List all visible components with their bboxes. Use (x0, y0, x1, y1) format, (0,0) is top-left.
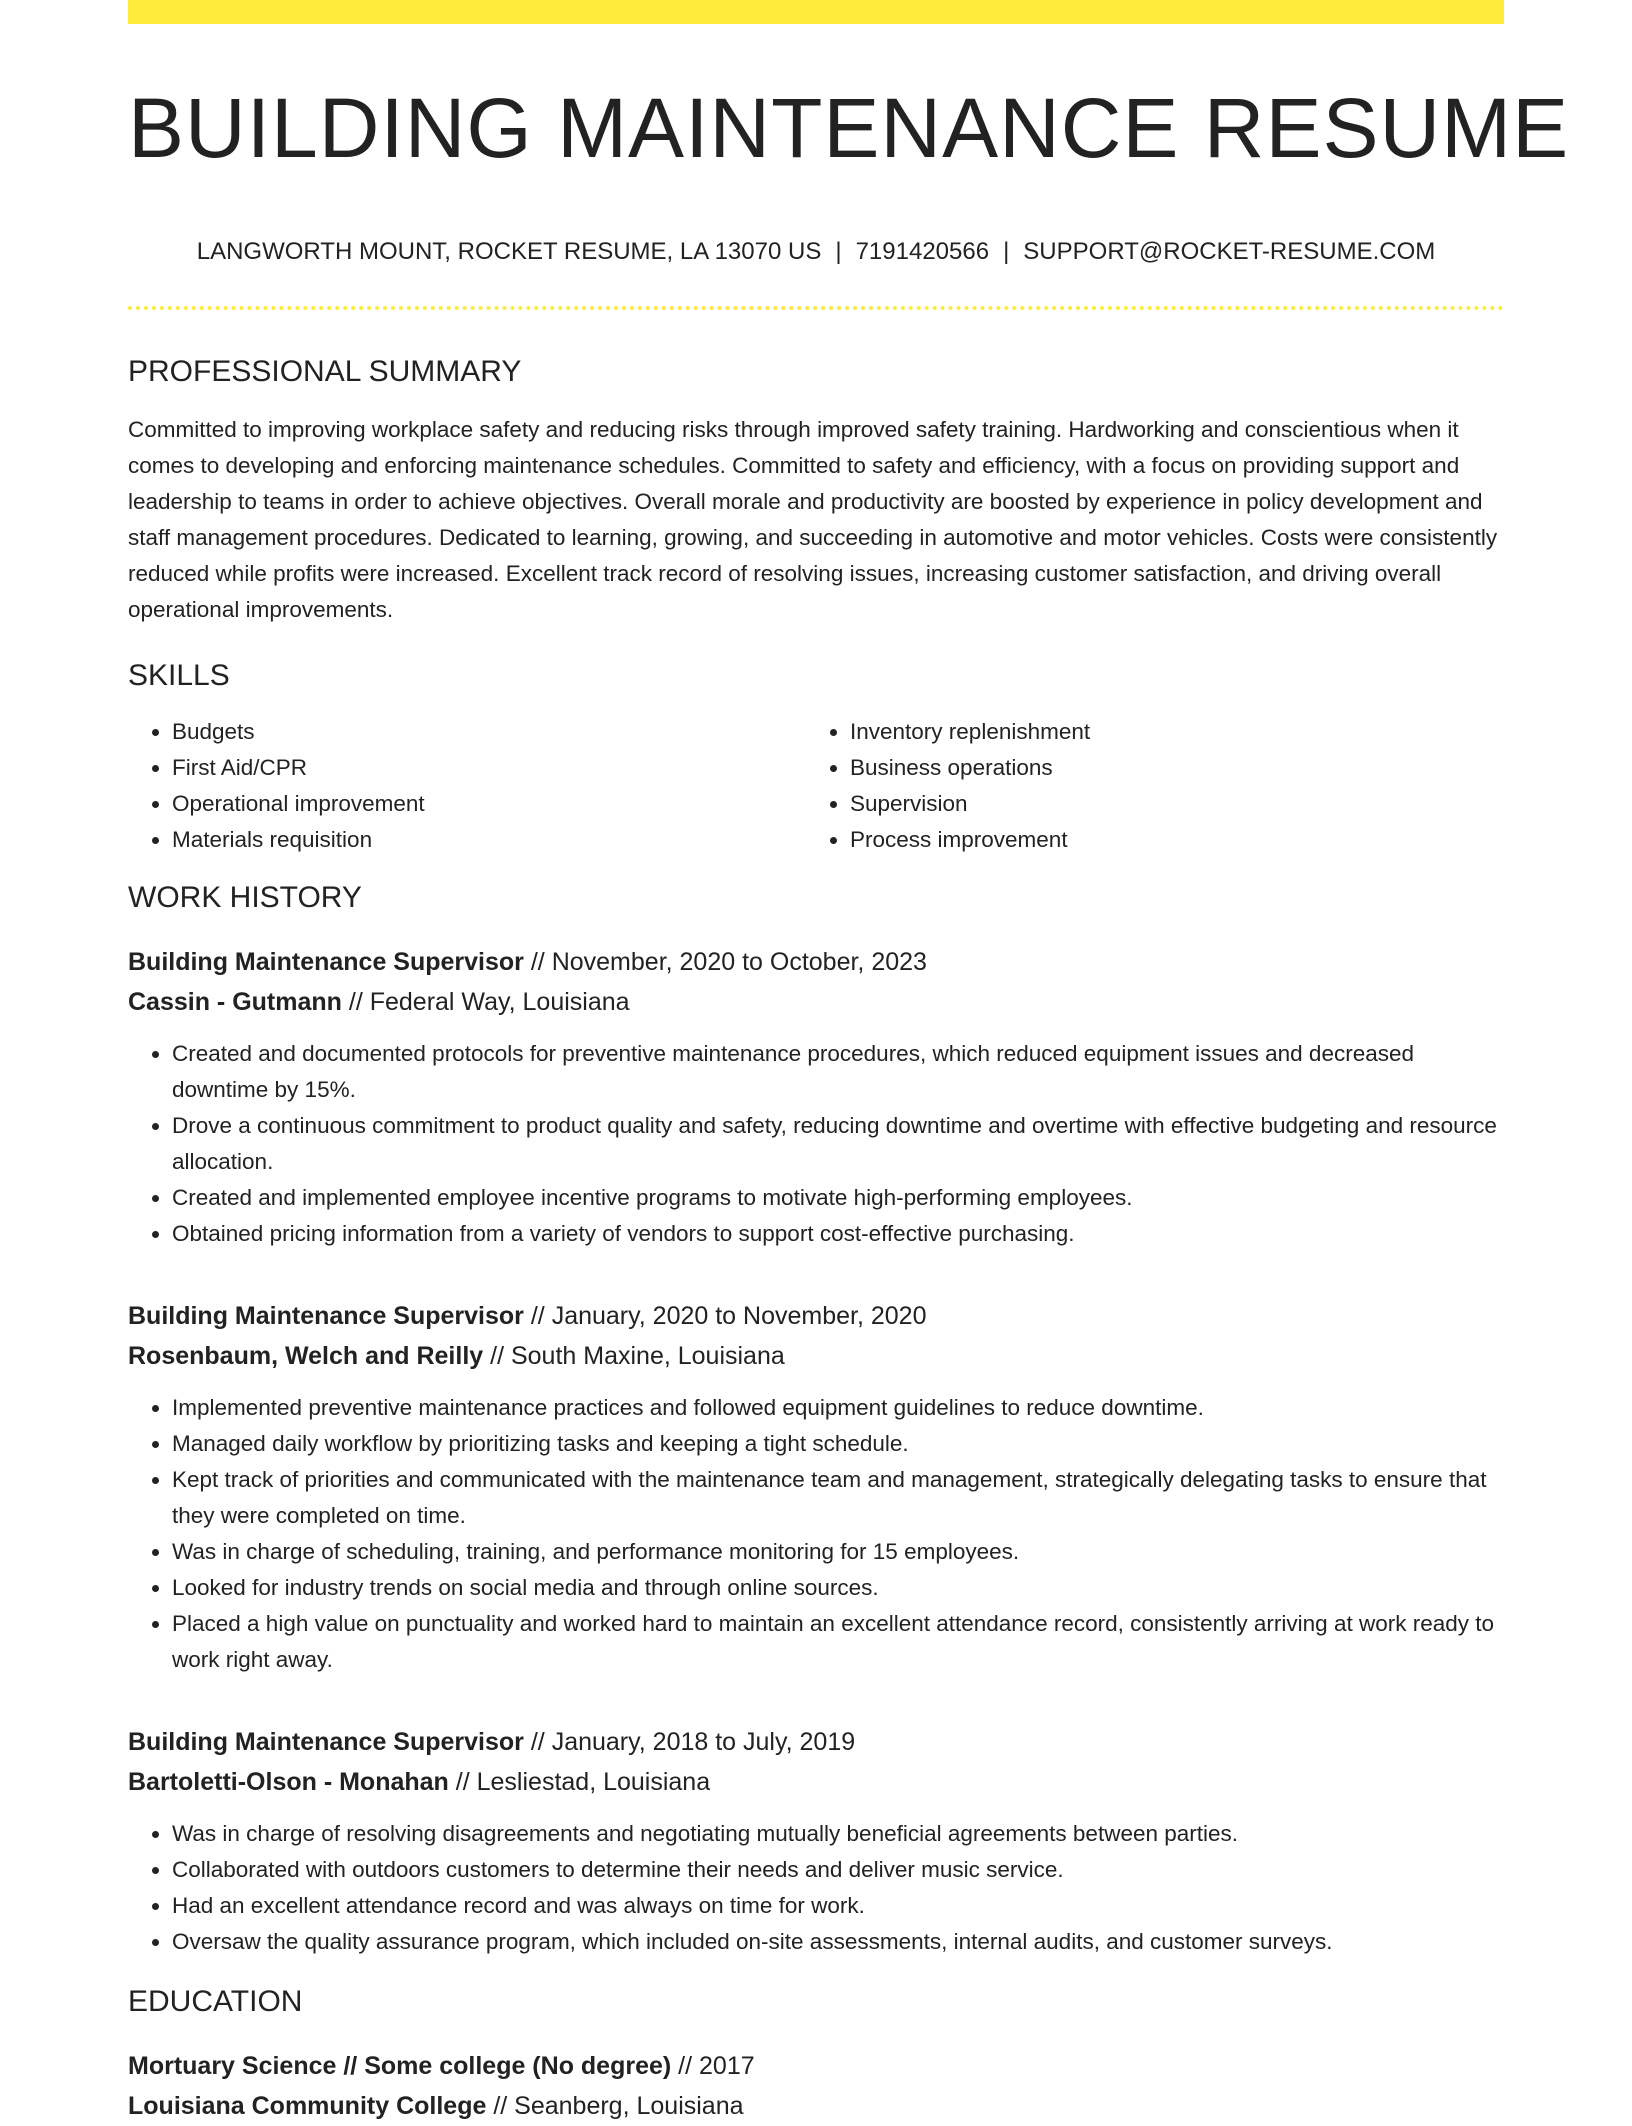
job-location: // South Maxine, Louisiana (490, 1342, 785, 1370)
job-bullets (128, 1390, 1504, 1678)
job-bullet: • Collaborated with outdoors customers to determine their needs and deliver music service. (172, 1852, 1504, 1888)
job-bullet: • Had an excellent attendance record and was always on time for work. (172, 1888, 1504, 1924)
job-title-line (128, 1722, 1504, 1762)
skills-grid (128, 714, 1504, 858)
job-company: Bartoletti-Olson - Monahan (128, 1768, 449, 1796)
job-location: // Federal Way, Louisiana (348, 988, 630, 1016)
accent-top-bar (128, 0, 1504, 24)
job-bullet: • Looked for industry trends on social media and through online sources. (172, 1570, 1504, 1606)
contact-phone: 7191420566 (855, 238, 990, 265)
skill-item: • Operational improvement (172, 786, 806, 822)
job-title: Building Maintenance Supervisor (128, 1728, 524, 1756)
job-company: Rosenbaum, Welch and Reilly (128, 1342, 484, 1370)
resume-title: BUILDING MAINTENANCE RESUME (128, 81, 1570, 175)
education-degree-line (128, 2046, 1504, 2086)
job-bullet: • Drove a continuous commitment to product quality and safety, reducing downtime and overtime with effective budgeting and resource allocation. (172, 1108, 1504, 1180)
job-dates: // January, 2018 to July, 2019 (530, 1728, 856, 1756)
summary-text: Committed to improving workplace safety and reducing risks through improved safety training. Hardworking and conscientious when it comes to developing and enforcing maintenance schedules. Committed to safety and efficiency, with a focus on providing support and leadership to teams in order to achieve objectives. Overall morale and productivity are boosted by experience in policy development and staff management procedures. Dedicated to learning, growing, and succeeding in automotive and motor vehicles. Costs were consistently reduced while profits were increased. Excellent track record of resolving issues, increasing customer satisfaction, and driving overall operational improvements. (128, 417, 1498, 622)
job-title-line (128, 942, 1504, 982)
job-bullet: • Managed daily workflow by prioritizing tasks and keeping a tight schedule. (172, 1426, 1504, 1462)
job-location: // Lesliestad, Louisiana (455, 1768, 711, 1796)
education-school-line (128, 2086, 1504, 2126)
job-bullets (128, 1036, 1504, 1252)
education-heading: EDUCATION (128, 1985, 303, 2018)
job-title-line (128, 1296, 1504, 1336)
dotted-divider (128, 306, 1504, 310)
job-entry (128, 1296, 1504, 1678)
education-entry (128, 2046, 1504, 2126)
contact-separator: | (835, 238, 842, 265)
skills-list-right (806, 714, 1484, 858)
job-dates: // January, 2020 to November, 2020 (530, 1302, 927, 1330)
job-company-line (128, 982, 1504, 1022)
skill-item: • Inventory replenishment (850, 714, 1484, 750)
skill-item: • Business operations (850, 750, 1484, 786)
job-bullet: • Was in charge of scheduling, training, and performance monitoring for 15 employees. (172, 1534, 1504, 1570)
work-history-heading: WORK HISTORY (128, 881, 362, 914)
contact-email: SUPPORT@ROCKET-RESUME.COM (1023, 238, 1436, 265)
skill-item: • Budgets (172, 714, 806, 750)
contact-line (128, 238, 1504, 266)
skill-item: • First Aid/CPR (172, 750, 806, 786)
skill-item: • Materials requisition (172, 822, 806, 858)
job-bullet: • Kept track of priorities and communicated with the maintenance team and management, strategically delegating tasks to ensure that they were completed on time. (172, 1462, 1504, 1534)
job-dates: // November, 2020 to October, 2023 (530, 948, 927, 976)
job-bullet: • Implemented preventive maintenance practices and followed equipment guidelines to reduce downtime. (172, 1390, 1504, 1426)
job-bullet: • Created and documented protocols for preventive maintenance procedures, which reduced equipment issues and decreased downtime by 15%. (172, 1036, 1504, 1108)
job-entry (128, 942, 1504, 1252)
contact-separator: | (1003, 238, 1010, 265)
job-bullet: • Was in charge of resolving disagreements and negotiating mutually beneficial agreements between parties. (172, 1816, 1504, 1852)
job-company-line (128, 1762, 1504, 1802)
resume-page (128, 0, 1570, 2126)
job-title: Building Maintenance Supervisor (128, 1302, 524, 1330)
skills-heading: SKILLS (128, 659, 230, 692)
skills-list-left (128, 714, 806, 858)
education-year: // 2017 (678, 2052, 755, 2080)
job-bullet: • Obtained pricing information from a variety of vendors to support cost-effective purchasing. (172, 1216, 1504, 1252)
contact-address: LANGWORTH MOUNT, ROCKET RESUME, LA 13070 US (196, 238, 822, 265)
job-title: Building Maintenance Supervisor (128, 948, 524, 976)
job-company: Cassin - Gutmann (128, 988, 342, 1016)
education-school: Louisiana Community College (128, 2092, 487, 2120)
job-bullet: • Created and implemented employee incentive programs to motivate high-performing employees. (172, 1180, 1504, 1216)
job-entry (128, 1722, 1504, 1960)
education-location: // Seanberg, Louisiana (493, 2092, 744, 2120)
job-bullet: • Oversaw the quality assurance program, which included on-site assessments, internal audits, and customer surveys. (172, 1924, 1504, 1960)
skill-item: • Process improvement (850, 822, 1484, 858)
job-company-line (128, 1336, 1504, 1376)
summary-heading: PROFESSIONAL SUMMARY (128, 355, 522, 388)
skill-item: • Supervision (850, 786, 1484, 822)
job-bullets (128, 1816, 1504, 1960)
education-degree: Mortuary Science // Some college (No degree) (128, 2052, 672, 2080)
job-bullet: • Placed a high value on punctuality and worked hard to maintain an excellent attendance record, consistently arriving at work ready to work right away. (172, 1606, 1504, 1678)
